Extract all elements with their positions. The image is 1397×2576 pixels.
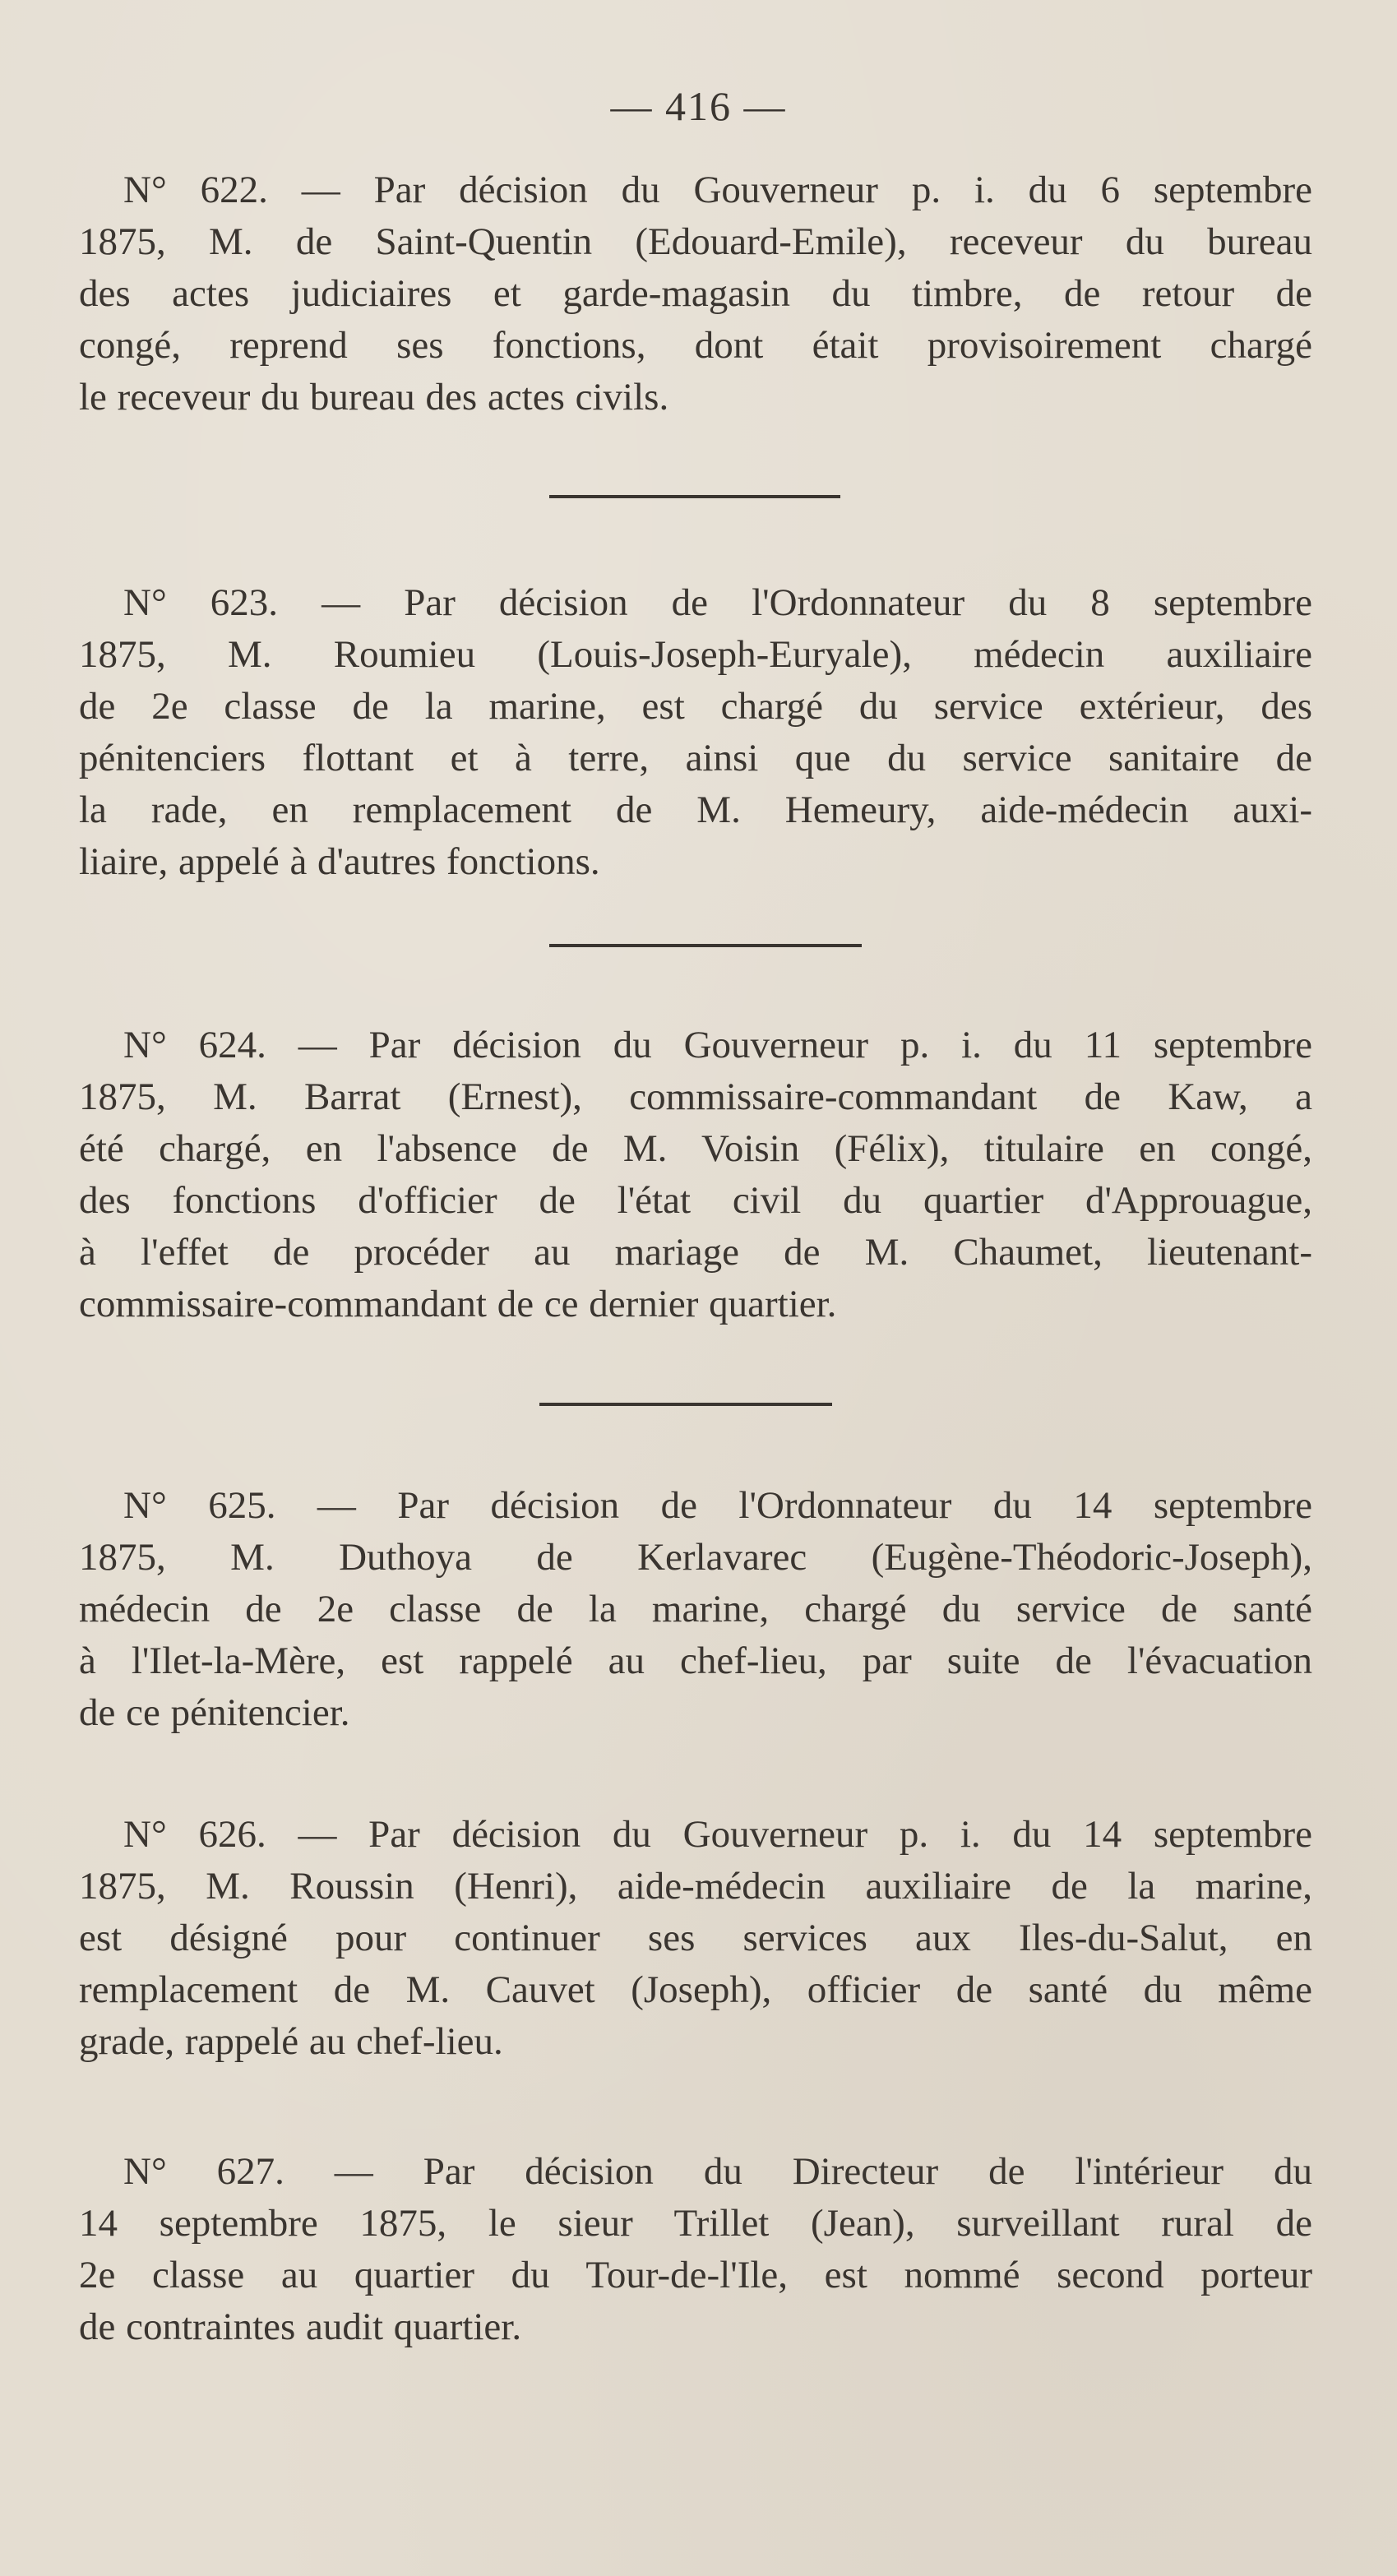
- entry-line: de ce pénitencier.: [79, 1691, 350, 1734]
- entry-line: N° 622. — Par décision du Gouverneur p. i. du 6 septembre: [123, 169, 1312, 211]
- entry-line: de 2e classe de la marine, est chargé du service extérieur, des: [79, 685, 1312, 728]
- entry-line: la rade, en remplacement de M. Hemeury, aide-médecin auxi-: [79, 789, 1312, 831]
- entry-622: [79, 164, 1312, 423]
- entry-624: [79, 1020, 1312, 1330]
- entry-line: grade, rappelé au chef-lieu.: [79, 2020, 503, 2063]
- entry-line: N° 625. — Par décision de l'Ordonnateur du 14 septembre: [123, 1484, 1312, 1527]
- entry-626: [79, 1809, 1312, 2068]
- entry-line: à l'Ilet-la-Mère, est rappelé au chef-lieu, par suite de l'évacuation: [79, 1639, 1312, 1682]
- entry-line: 2e classe au quartier du Tour-de-l'Ile, est nommé second porteur: [79, 2254, 1312, 2296]
- entry-line: N° 627. — Par décision du Directeur de l'intérieur du: [123, 2150, 1312, 2193]
- entry-line: remplacement de M. Cauvet (Joseph), officier de santé du même: [79, 1968, 1312, 2011]
- entry-line: médecin de 2e classe de la marine, chargé du service de santé: [79, 1588, 1312, 1630]
- separator-rule: [539, 1403, 832, 1406]
- entry-line: le receveur du bureau des actes civils.: [79, 376, 669, 419]
- entry-line: 1875, M. Barrat (Ernest), commissaire-commandant de Kaw, a: [79, 1075, 1312, 1118]
- entry-line: de contraintes audit quartier.: [79, 2305, 522, 2348]
- entry-627: [79, 2146, 1312, 2353]
- separator-rule: [549, 944, 862, 947]
- entry-625: [79, 1480, 1312, 1739]
- separator-rule: [549, 495, 840, 498]
- entry-line: 1875, M. de Saint-Quentin (Edouard-Emile), receveur du bureau: [79, 220, 1312, 263]
- entry-line: N° 623. — Par décision de l'Ordonnateur du 8 septembre: [123, 581, 1312, 624]
- entry-line: congé, reprend ses fonctions, dont était provisoirement chargé: [79, 324, 1312, 367]
- entry-line: 14 septembre 1875, le sieur Trillet (Jean), surveillant rural de: [79, 2202, 1312, 2245]
- entry-line: été chargé, en l'absence de M. Voisin (Félix), titulaire en congé,: [79, 1127, 1312, 1170]
- entry-line: N° 626. — Par décision du Gouverneur p. i. du 14 septembre: [123, 1813, 1312, 1856]
- entry-line: N° 624. — Par décision du Gouverneur p. i. du 11 septembre: [123, 1024, 1312, 1066]
- entry-line: 1875, M. Duthoya de Kerlavarec (Eugène-Théodoric-Joseph),: [79, 1536, 1312, 1579]
- entry-line: est désigné pour continuer ses services aux Iles-du-Salut, en: [79, 1917, 1312, 1959]
- page-number: — 416 —: [610, 83, 787, 129]
- entry-line: liaire, appelé à d'autres fonctions.: [79, 840, 600, 883]
- entry-line: à l'effet de procéder au mariage de M. Chaumet, lieutenant-: [79, 1231, 1312, 1274]
- entry-623: [79, 577, 1312, 888]
- entry-line: des fonctions d'officier de l'état civil du quartier d'Approuague,: [79, 1179, 1312, 1222]
- entry-line: 1875, M. Roussin (Henri), aide-médecin auxiliaire de la marine,: [79, 1865, 1312, 1908]
- entry-line: 1875, M. Roumieu (Louis-Joseph-Euryale), médecin auxiliaire: [79, 633, 1312, 676]
- entry-line: pénitenciers flottant et à terre, ainsi que du service sanitaire de: [79, 737, 1312, 779]
- entry-line: commissaire-commandant de ce dernier quartier.: [79, 1283, 837, 1325]
- entry-line: des actes judiciaires et garde-magasin du timbre, de retour de: [79, 272, 1312, 315]
